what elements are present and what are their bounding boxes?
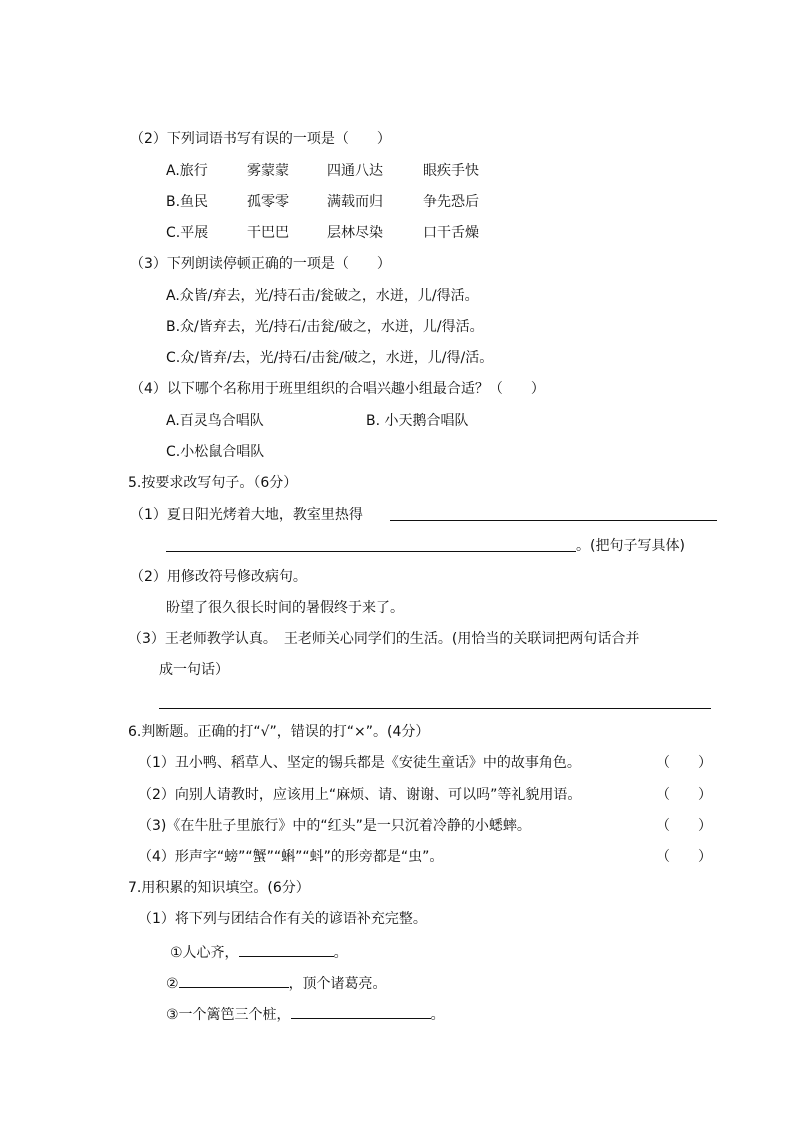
q6-item-4-answer[interactable]: （ ） — [656, 849, 712, 865]
q7-sub1-stem: （1）将下列与团结合作有关的谚语补充完整。 — [138, 911, 427, 927]
q4-sub2-row-a-1: A.旅行 — [166, 163, 208, 179]
q5-sub1-note: 。(把句子写具体) — [576, 538, 685, 554]
q7-line-3-post: 。 — [430, 1007, 445, 1023]
q7-line-1-pre: ①人心齐， — [170, 945, 239, 961]
q5-sub3-stem: （3）王老师教学认真。 王老师关心同学们的生活。(用恰当的关联词把两句话合并 — [128, 631, 640, 647]
q6-title: 6.判断题。正确的打“√”，错误的打“×”。(4分） — [128, 724, 430, 740]
q4-sub4-option-a: A.百灵鸟合唱队 — [166, 413, 264, 429]
q7-line-1 — [170, 941, 348, 963]
q7-line-3-blank[interactable] — [291, 1003, 431, 1019]
q6-item-4: （4）形声字“螃”“蟹”“蝌”“蚪”的形旁都是“虫”。 — [138, 849, 444, 865]
q4-sub2-stem: （2）下列词语书写有误的一项是（ ） — [130, 131, 391, 147]
q4-sub3-option-b: B.众/皆弃去，光/持石/击瓮/破之，水迸，儿/得活。 — [166, 319, 484, 335]
q4-sub3-option-a: A.众皆/弃去，光/持石击/瓮破之，水迸，儿/得活。 — [166, 288, 479, 304]
q4-sub2-row-a-3: 四通八达 — [327, 163, 383, 179]
q7-line-1-blank[interactable] — [239, 941, 334, 957]
q7-line-2-blank[interactable] — [179, 972, 289, 988]
q4-sub2-row-c-1: C.平展 — [166, 225, 209, 241]
q4-sub2-row-b-4: 争先恐后 — [423, 194, 479, 210]
q5-sub3-blank[interactable] — [159, 708, 711, 709]
q4-sub2-row-c-3: 层林尽染 — [327, 225, 383, 241]
q6-item-2-answer[interactable]: （ ） — [656, 787, 712, 803]
q6-item-3-answer[interactable]: （ ） — [656, 818, 712, 834]
q7-title: 7.用积累的知识填空。(6分） — [128, 880, 310, 896]
q6-item-1: （1）丑小鸭、稻草人、坚定的锡兵都是《安徒生童话》中的故事角色。 — [138, 755, 581, 771]
q7-line-1-post: 。 — [333, 945, 348, 961]
q4-sub2-row-b-2: 孤零零 — [247, 194, 289, 210]
q4-sub4-stem: （4）以下哪个名称用于班里组织的合唱兴趣小组最合适？（ ） — [130, 381, 545, 397]
q4-sub3-option-c: C.众/皆弃/去，光/持石/击瓮/破之，水迸，儿/得/活。 — [166, 350, 494, 366]
q5-title: 5.按要求改写句子。（6分） — [128, 475, 298, 491]
q6-item-2: （2）向别人请教时，应该用上“麻烦、请、谢谢、可以吗”等礼貌用语。 — [138, 787, 582, 803]
q5-sub1-stem: （1）夏日阳光烤着大地，教室里热得 — [130, 507, 363, 523]
q4-sub2-row-b-3: 满载而归 — [327, 194, 383, 210]
q5-sub2-stem: （2）用修改符号修改病句。 — [130, 569, 307, 585]
q5-sub3-cont: 成一句话） — [159, 662, 229, 678]
q4-sub2-row-a-4: 眼疾手快 — [423, 163, 479, 179]
q7-line-2 — [166, 972, 387, 994]
q4-sub2-row-c-4: 口干舌燥 — [423, 225, 479, 241]
q4-sub2-row-c-2: 干巴巴 — [247, 225, 289, 241]
q5-sub1-blank-2[interactable] — [166, 551, 576, 552]
q4-sub2-row-b-1: B.鱼民 — [166, 194, 209, 210]
q7-line-2-post: ，顶个诸葛亮。 — [288, 976, 387, 992]
q4-sub3-stem: （3）下列朗读停顿正确的一项是（ ） — [130, 256, 391, 272]
q6-item-3: （3)《在牛肚子里旅行》中的“红头”是一只沉着冷静的小蟋蟀。 — [138, 818, 531, 834]
q5-sub2-sentence: 盼望了很久很长时间的暑假终于来了。 — [166, 600, 404, 616]
q4-sub4-option-c: C.小松鼠合唱队 — [166, 444, 265, 460]
q5-sub1-blank-1[interactable] — [390, 520, 717, 521]
q4-sub4-option-b: B. 小天鹅合唱队 — [366, 413, 469, 429]
q7-line-3-pre: ③一个篱笆三个桩， — [166, 1007, 291, 1023]
q7-line-3 — [166, 1003, 445, 1025]
q7-line-2-pre: ② — [166, 976, 179, 992]
q4-sub2-row-a-2: 雾蒙蒙 — [247, 163, 289, 179]
q6-item-1-answer[interactable]: （ ） — [656, 755, 712, 771]
